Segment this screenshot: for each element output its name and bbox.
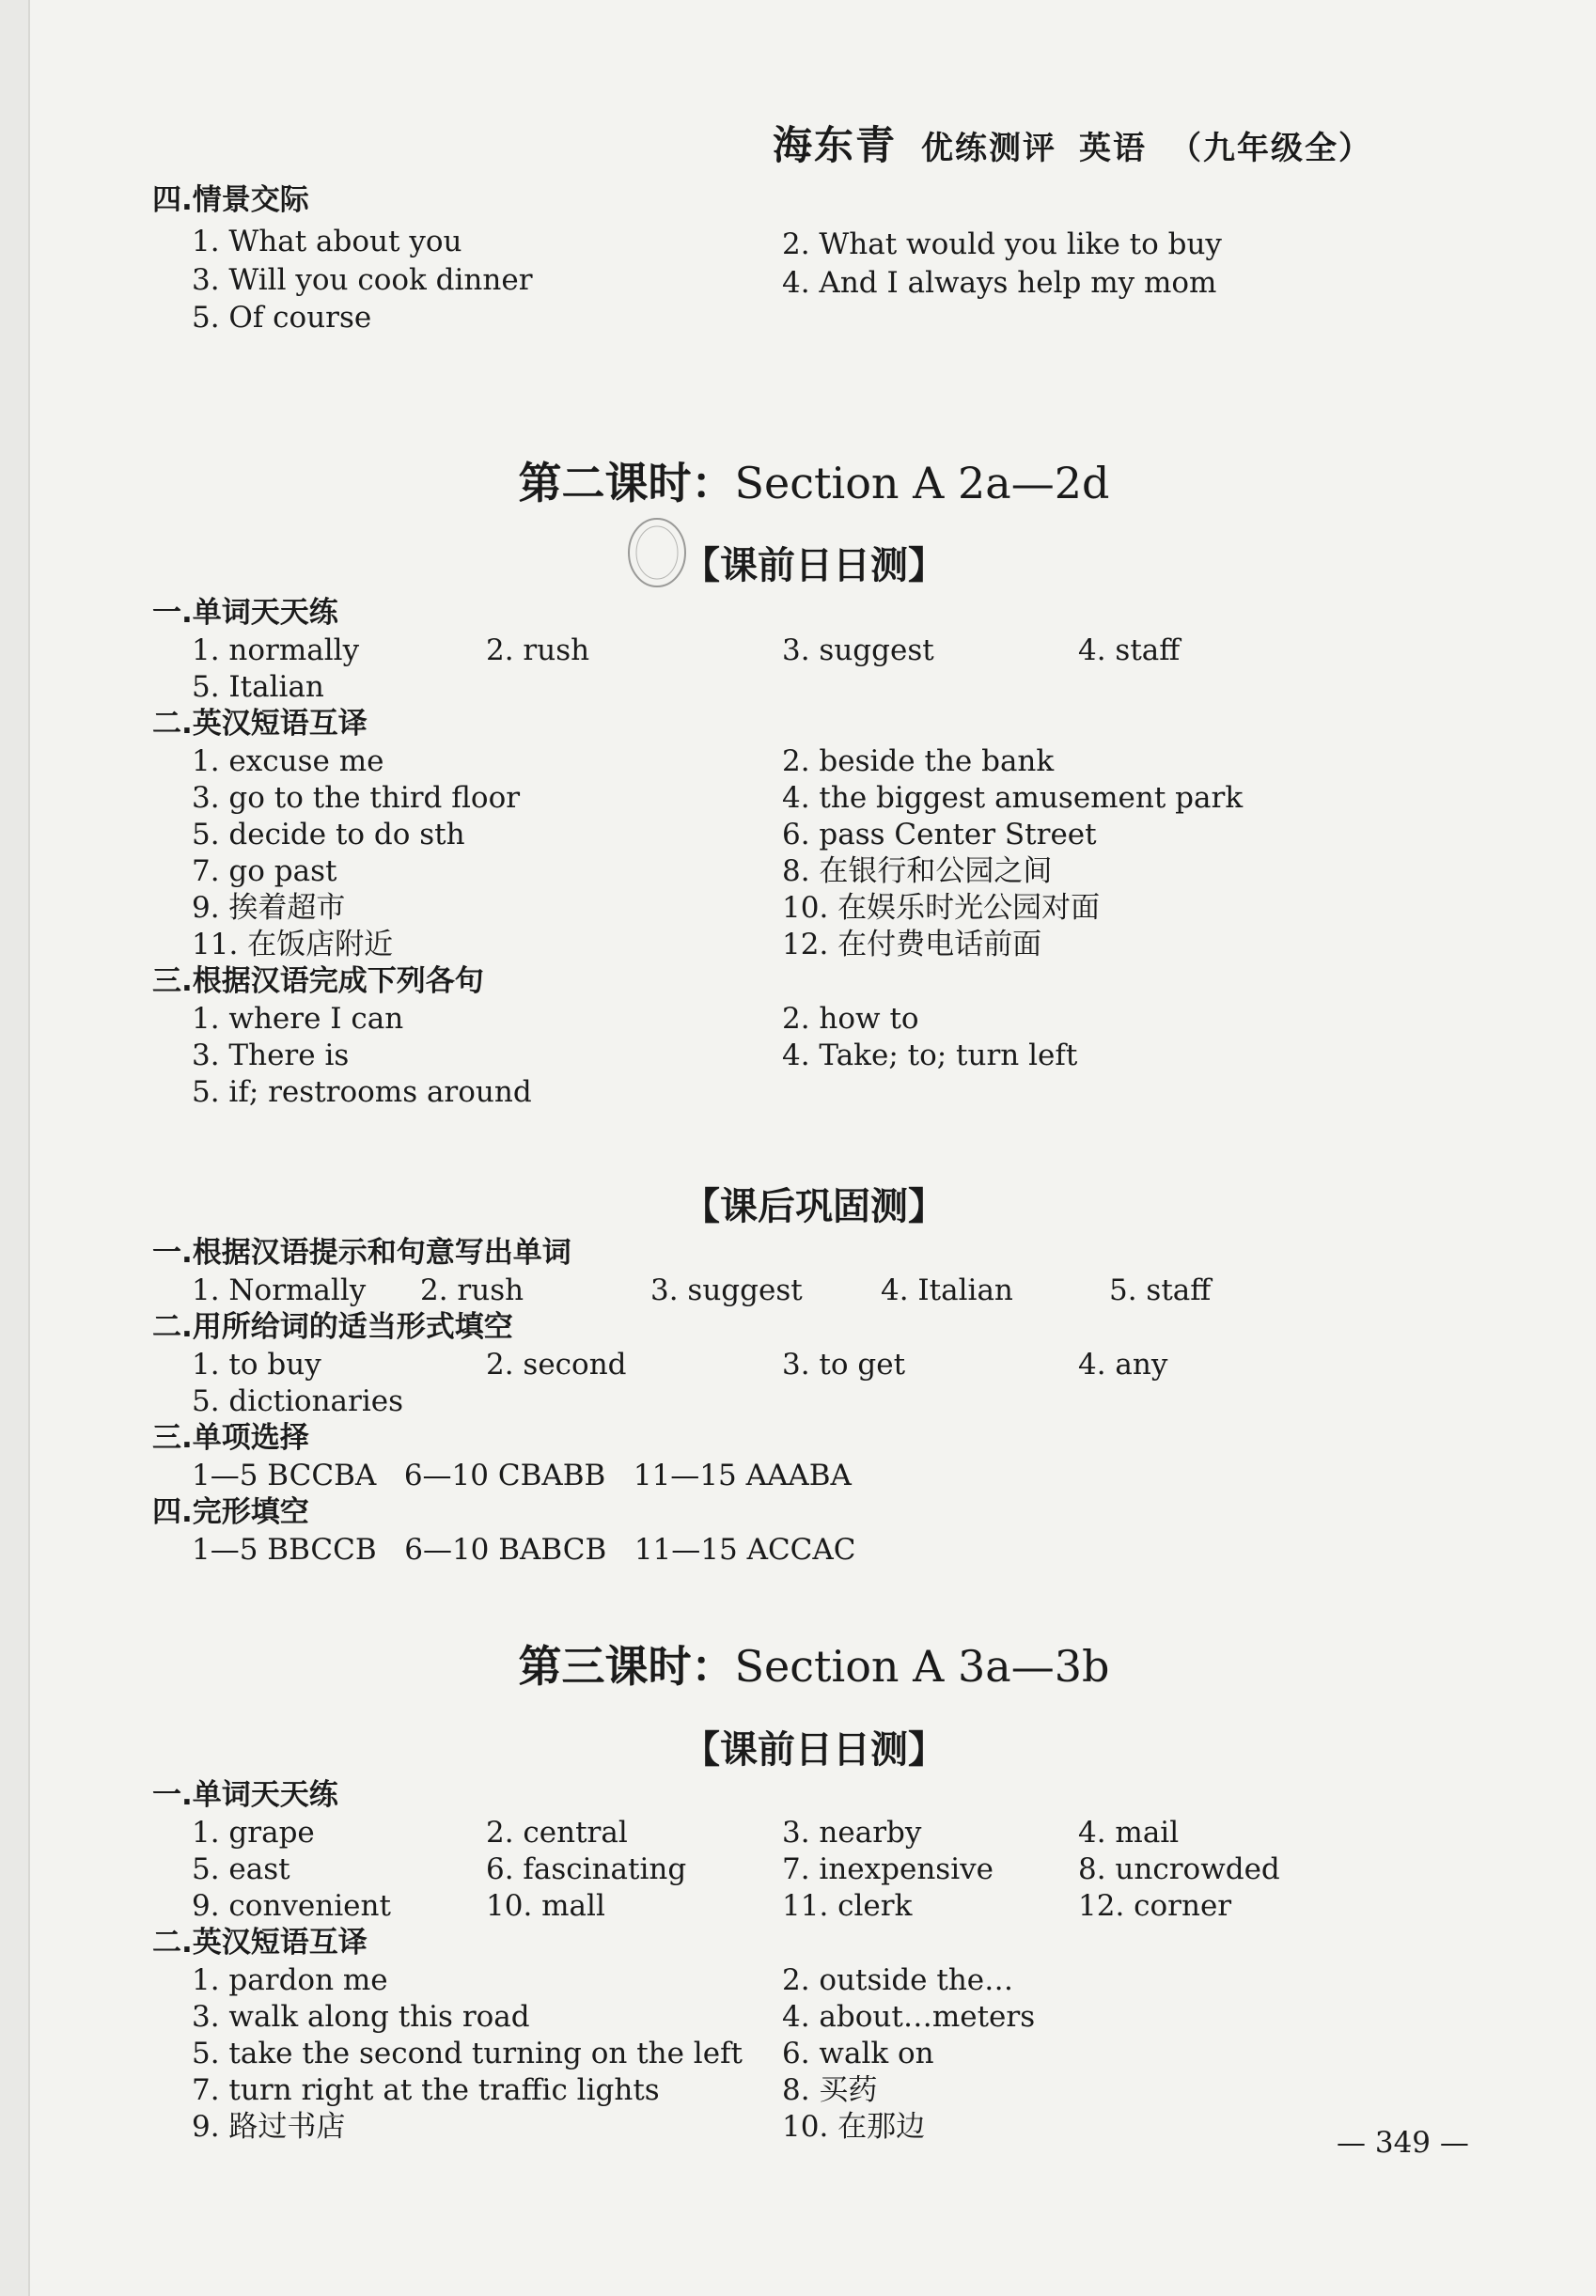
answer-item: 3. walk along this road: [192, 2000, 530, 2034]
answer-item: 8. uncrowded: [1078, 1852, 1280, 1886]
answer-item: 12. 在付费电话前面: [782, 928, 1042, 961]
answer-item: 10. 在娱乐时光公园对面: [782, 891, 1101, 925]
answer-item: 2. central: [486, 1816, 628, 1850]
answer-item: 3. suggest: [650, 1273, 803, 1307]
header-grade: （九年级全）: [1169, 130, 1373, 167]
header-series: 优练测评: [921, 130, 1057, 167]
answer-item: 2. how to: [782, 1002, 919, 1036]
lesson-title-cn: 第二课时：: [518, 458, 735, 508]
section-heading: 一.单词天天练: [152, 1778, 338, 1812]
answer-item: 7. inexpensive: [782, 1852, 994, 1886]
answer-item: 5. if; restrooms around: [192, 1075, 532, 1109]
answer-line: 1—5 BCCBA 6—10 CBABB 11—15 AAABA: [192, 1459, 852, 1492]
answer-item: 4. any: [1078, 1348, 1168, 1382]
answer-item: 3. to get: [782, 1348, 906, 1382]
answer-item: 3. There is: [192, 1039, 350, 1072]
answer-item: 10. mall: [486, 1889, 605, 1923]
lesson-title: [30, 455, 1596, 511]
answer-line: 1—5 BBCCB 6—10 BABCB 11—15 ACCAC: [192, 1533, 856, 1567]
answer-item: 7. go past: [192, 854, 337, 888]
answer-page: [28, 0, 1596, 2296]
answer-item: 10. 在那边: [782, 2110, 926, 2144]
answer-item: 3. suggest: [782, 633, 934, 667]
answer-item: 4. the biggest amusement park: [782, 781, 1244, 815]
answer-item: 2. outside the…: [782, 1963, 1014, 1997]
answer-item: 1. grape: [192, 1816, 315, 1850]
section-heading: 二.英汉短语互译: [152, 707, 368, 741]
lesson-title: [30, 1638, 1596, 1695]
answer-item: 6. pass Center Street: [782, 818, 1097, 851]
answer-item: 1. to buy: [192, 1348, 321, 1382]
section-heading: 一.单词天天练: [152, 596, 338, 630]
section-heading: 三.单项选择: [152, 1421, 309, 1455]
answer-item: 5. decide to do sth: [192, 818, 465, 851]
answer-item: 4. Italian: [881, 1273, 1013, 1307]
answer-item: 3. nearby: [782, 1816, 922, 1850]
answer-item: 4. And I always help my mom: [782, 266, 1217, 300]
section-heading: 二.用所给词的适当形式填空: [152, 1310, 513, 1344]
answer-item: 4. mail: [1078, 1816, 1180, 1850]
answer-item: 2. rush: [420, 1273, 524, 1307]
answer-item: 8. 在银行和公园之间: [782, 854, 1053, 888]
answer-item: 12. corner: [1078, 1889, 1232, 1923]
answer-item: 6. walk on: [782, 2037, 934, 2070]
answer-item: 1. excuse me: [192, 744, 384, 778]
answer-item: 4. staff: [1078, 633, 1181, 667]
answer-item: 1. Normally: [192, 1273, 367, 1307]
section-heading: 三.根据汉语完成下列各句: [152, 964, 484, 998]
answer-item: 11. clerk: [782, 1889, 913, 1923]
section-heading: 一.根据汉语提示和句意写出单词: [152, 1236, 571, 1270]
answer-item: 5. east: [192, 1852, 290, 1886]
header-brand: 海东青: [773, 122, 898, 168]
answer-item: 5. staff: [1109, 1273, 1212, 1307]
answer-item: 8. 买药: [782, 2073, 878, 2107]
page-header: [773, 115, 1395, 171]
answer-item: 9. 挨着超市: [192, 891, 346, 925]
answer-item: 5. Of course: [192, 301, 372, 335]
lesson-title-en: Section A 2a—2d: [734, 458, 1110, 508]
answer-item: 2. What would you like to buy: [782, 227, 1222, 261]
header-subject: 英语: [1079, 130, 1148, 167]
answer-item: 3. Will you cook dinner: [192, 263, 533, 297]
answer-item: 9. 路过书店: [192, 2110, 346, 2144]
answer-item: 1. normally: [192, 633, 360, 667]
pre-class-title: 【课前日日测】: [682, 544, 946, 587]
answer-item: 6. fascinating: [486, 1852, 687, 1886]
answer-item: 5. take the second turning on the left: [192, 2037, 743, 2070]
answer-item: 1. What about you: [192, 225, 462, 258]
answer-item: 7. turn right at the traffic lights: [192, 2073, 660, 2107]
answer-item: 3. go to the third floor: [192, 781, 521, 815]
answer-item: 4. Take; to; turn left: [782, 1039, 1078, 1072]
answer-item: 4. about…meters: [782, 2000, 1036, 2034]
answer-item: 11. 在饭店附近: [192, 928, 394, 961]
answer-item: 2. beside the bank: [782, 744, 1055, 778]
answer-item: 1. where I can: [192, 1002, 404, 1036]
answer-item: 5. dictionaries: [192, 1384, 404, 1418]
section-heading: 四.情景交际: [152, 183, 309, 217]
answer-item: 9. convenient: [192, 1889, 391, 1923]
answer-item: 1. pardon me: [192, 1963, 388, 1997]
answer-item: 2. second: [486, 1348, 627, 1382]
answer-item: 5. Italian: [192, 670, 324, 704]
section-heading: 四.完形填空: [152, 1495, 309, 1529]
answer-item: 2. rush: [486, 633, 590, 667]
page-number: — 349 —: [1337, 2126, 1469, 2160]
lesson-title-en: Section A 3a—3b: [734, 1641, 1110, 1692]
pre-class-title: 【课前日日测】: [682, 1728, 946, 1772]
lesson-title-cn: 第三课时：: [518, 1641, 735, 1692]
section-heading: 二.英汉短语互译: [152, 1926, 368, 1960]
post-class-title: 【课后巩固测】: [682, 1185, 946, 1228]
